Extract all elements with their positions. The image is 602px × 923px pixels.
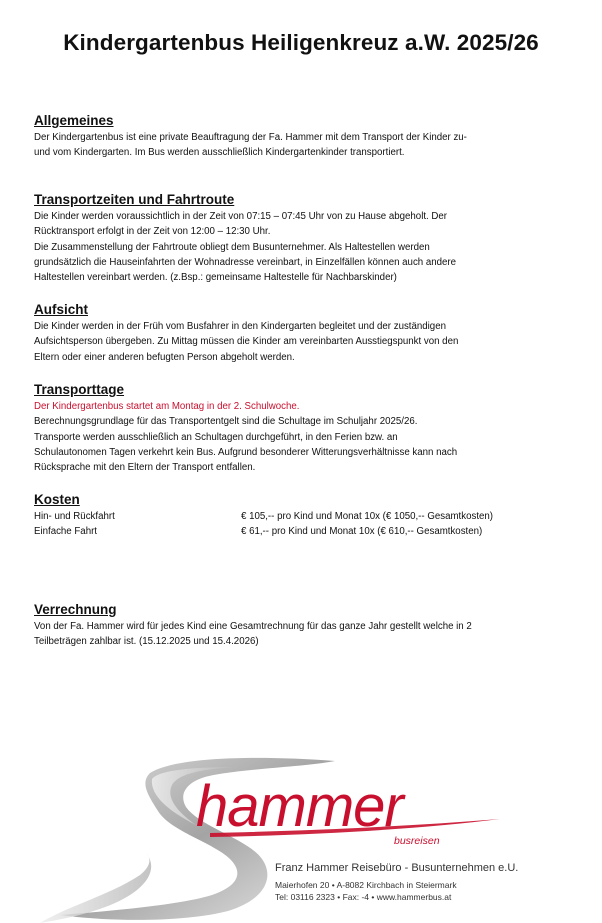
paragraph-line: Transporte werden ausschließlich an Schultagen durchgeführt, in den Ferien bzw. an	[34, 431, 398, 443]
brand-wordmark: hammer	[196, 774, 403, 839]
paragraph-line: Die Zusammenstellung der Fahrtroute obliegt dem Busunternehmer. Als Haltestellen werden	[34, 241, 430, 253]
section-transporttage	[34, 382, 554, 475]
paragraph-line: Teilbeträgen zahlbar ist. (15.12.2025 und 15.4.2026)	[34, 636, 259, 648]
paragraph-line: Aufsichtsperson übergeben. Zu Mittag müssen die Kinder am vereinbarten Ausstiegspunkt von den	[34, 336, 459, 348]
section-verrechnung	[34, 602, 554, 650]
paragraph-line: Von der Fa. Hammer wird für jedes Kind eine Gesamtrechnung für das ganze Jahr gestellt welche in 2	[34, 621, 472, 632]
section-heading: Transporttage	[34, 382, 125, 397]
cost-label: Hin- und Rückfahrt	[34, 511, 115, 522]
brand-subtitle: busreisen	[394, 835, 440, 847]
paragraph-line: Die Kinder werden voraussichtlich in der Zeit von 07:15 – 07:45 Uhr von zu Hause abgeholt. Der	[34, 211, 448, 222]
start-notice: Der Kindergartenbus startet am Montag in der 2. Schulwoche.	[34, 401, 300, 412]
company-contact: Tel: 03116 2323 • Fax: -4 • www.hammerbus.at	[275, 892, 452, 902]
paragraph-line: Der Kindergartenbus ist eine private Beauftragung der Fa. Hammer mit dem Transport der Kinder zu-	[34, 132, 467, 143]
cost-value: € 105,-- pro Kind und Monat 10x (€ 1050,-- Gesamtkosten)	[241, 511, 494, 522]
section-heading: Aufsicht	[34, 302, 88, 317]
paragraph-line: Berechnungsgrundlage für das Transportentgelt sind die Schultage im Schuljahr 2025/26.	[34, 416, 418, 428]
company-logo	[0, 755, 602, 923]
paragraph-line: Schulautonomen Tagen verkehrt kein Bus. Aufgrund besonderer Witterungsverhältnisse kann nach	[34, 446, 458, 458]
section-heading: Kosten	[34, 492, 80, 507]
section-heading: Verrechnung	[34, 602, 117, 617]
paragraph-line: und vom Kindergarten. Im Bus werden ausschließlich Kindergartenkinder transportiert.	[34, 147, 405, 159]
paragraph-line: Eltern oder einer anderen befugten Person abgeholt werden.	[34, 351, 295, 363]
section-heading: Transportzeiten und Fahrtroute	[34, 192, 235, 207]
section-transportzeiten	[34, 192, 554, 285]
section-aufsicht	[34, 302, 554, 365]
paragraph-line: Haltestellen vereinbart werden. (z.Bsp.: gemeinsame Haltestelle für Nachbarskinder)	[34, 272, 397, 284]
paragraph-line: Rücktransport erfolgt in der Zeit von 12:00 – 12:30 Uhr.	[34, 226, 271, 238]
company-address: Maierhofen 20 • A-8082 Kirchbach in Steiermark	[275, 880, 457, 890]
cost-row	[34, 509, 554, 524]
paragraph-line: Die Kinder werden in der Früh vom Busfahrer in den Kindergarten begleitet und der zuständigen	[34, 321, 446, 332]
cost-row	[34, 524, 554, 539]
document-title: Kindergartenbus Heiligenkreuz a.W. 2025/26	[63, 30, 539, 55]
section-heading: Allgemeines	[34, 113, 114, 128]
cost-label: Einfache Fahrt	[34, 526, 98, 538]
paragraph-line: Rücksprache mit den Eltern der Transport entfallen.	[34, 462, 256, 474]
company-name: Franz Hammer Reisebüro - Busunternehmen e.U.	[275, 862, 519, 874]
paragraph-line: grundsätzlich die Hauseinfahrten der Wohnadresse vereinbart, in Einzelfällen können auch andere	[34, 256, 457, 268]
cost-value: € 61,-- pro Kind und Monat 10x (€ 610,-- Gesamtkosten)	[241, 526, 483, 538]
section-kosten	[34, 492, 554, 540]
section-allgemeines	[34, 113, 554, 161]
